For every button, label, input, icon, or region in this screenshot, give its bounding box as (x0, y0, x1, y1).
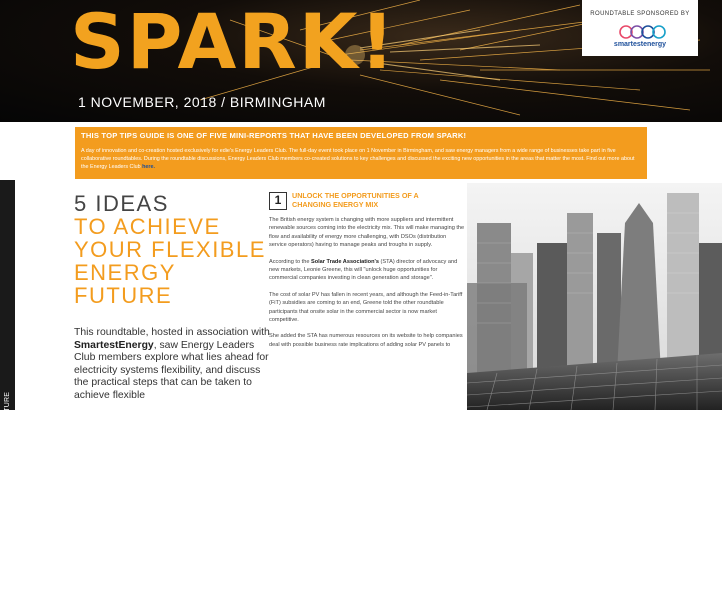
side-spine (0, 180, 15, 590)
section-number-badge: 1 (269, 192, 287, 210)
intro-brand: SmartestEnergy (74, 339, 154, 351)
banner-body-text: A day of innovation and co-creation hosted exclusively for edie's Energy Leaders Club. The full-day event took place on 1 November in Birmingham, and saw energy managers from a wide range of businesses take part in five collaborative roundtables. During the roundtable discussions, Energy Leaders Club members co-created solutions to key challenges and discussed the exciting new opportunities in the areas that matter the most. Find out more about the Energy Leaders Club (81, 148, 635, 170)
intro-text-post: , saw Energy Leaders Club members explore what lies ahead for electricity systems flexibility, and discuss the practical steps that can be taken to achieve flexible (74, 339, 269, 401)
spine-title: 5 IDEAS TO ACHIEVE YOUR FLEXIBLE ENERGY FUTURE (4, 391, 11, 590)
energy-leaders-club-link[interactable]: here. (142, 164, 156, 170)
solar-trade-association-name: Solar Trade Association's (310, 258, 379, 265)
section-heading-5-ideas: 5 IDEAS (74, 191, 169, 216)
banner-body (81, 147, 641, 171)
paragraph-3: The cost of solar PV has fallen in recent years, and although the Feed-in-Tariff (FiT) subsidies are coming to an end, Greene told the other roundtable participants that onsite solar in the commercial sector is now market competitive. (269, 291, 463, 324)
paragraph-1: The British energy system is changing with more suppliers and intermittent renewable sources coming into the electricity mix. This will make managing the flow and availability of energy more challenging, with DSOs (distribution service operators) having to manage peaks and troughs in supply. (269, 217, 465, 249)
city-skyline-solar-image (467, 183, 722, 410)
paragraph-2-pre: According to the (269, 258, 311, 265)
hero-header (0, 0, 722, 122)
section-1-heading: UNLOCK THE OPPORTUNITIES OF A CHANGING ENERGY MIX (292, 191, 419, 209)
section-subheading: TO ACHIEVE YOUR FLEXIBLE ENERGY FUTURE (74, 214, 266, 308)
event-date-location: 1 NOVEMBER, 2018 / BIRMINGHAM (78, 94, 326, 110)
section-1-body (269, 216, 465, 357)
sponsor-label: ROUNDTABLE SPONSORED BY (590, 11, 690, 17)
intro-banner (75, 127, 647, 179)
paragraph-4: She added the STA has numerous resources on its website to help companies deal with possible business rate implications of adding solar PV panels to (269, 333, 463, 348)
page-title: SPARK! (70, 0, 397, 86)
paragraph-2-post: (STA) director of advocacy and new markets, Leonie Greene, this will "unlock huge opportunities for commercial companies investing in clean generation and storage". (269, 258, 458, 282)
paragraph-2 (269, 258, 465, 283)
banner-heading: THIS TOP TIPS GUIDE IS ONE OF FIVE MINI-REPORTS THAT HAVE BEEN DEVELOPED FROM SPARK! (81, 131, 467, 140)
intro-paragraph (74, 327, 274, 402)
sponsor-box[interactable] (582, 0, 698, 56)
sponsor-name: smartestenergy (613, 41, 667, 48)
intro-text-pre: This roundtable, hosted in association with (74, 327, 270, 338)
